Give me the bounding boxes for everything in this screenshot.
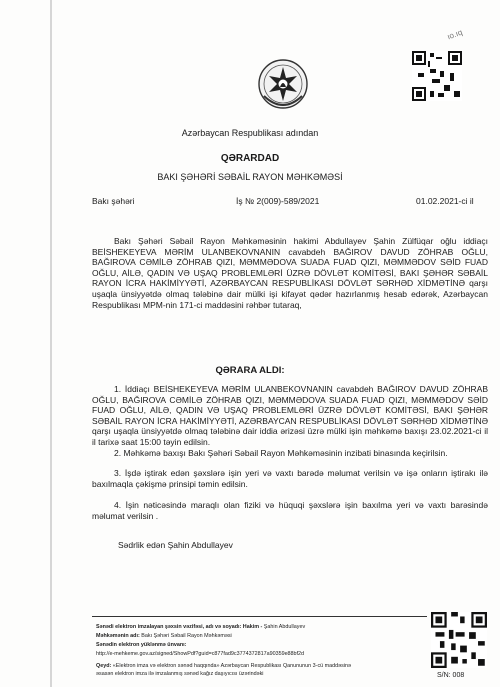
document-title: QƏRARDAD: [220, 153, 280, 164]
decision-item-1: 1. İddiaçı BEİSHEKEYEVA MƏRİM ULANBEKOVNANIN cavabdeh BAĞIROV DAVUD ZÖHRAB OĞLU, BAĞIROVA CƏMİLƏ ZÖHRAB QIZI, MƏMMƏDOVA SUADA FUAD QIZI, MƏMMƏDOV SƏİD FUAD OĞLU, AİLƏ, QADIN VƏ UŞAQ PROBLEMLƏRİ ÜZRƏ DÖVLƏT KOMİTƏSİ, BAKI ŞƏHƏR SƏBAİL RAYON İCRA HAKİMİYYƏTİ, AZƏRBAYCAN RESPUBLİKASI DÖVLƏT SƏRHƏD XİDMƏTİNƏ qarşı uşaqla ünsiyyətdə olmaq tələbinə dair iddia ərizəsi üzrə mülki işin məhkəmə baxışı 23.02.2021-ci il il tarixə saat 15:00 təyin edilsin.: [92, 384, 488, 447]
decision-date: 01.02.2021-ci il: [416, 196, 474, 206]
footer-court: Məhkəmənin adı: Bakı Şəhəri Səbail Rayon Məhkəməsi: [96, 633, 232, 639]
footer-signer: Sənədi elektron imzalayan şəxsin vəzifəsi, adı və soyadı: Hakim - Şahin Abdullayev: [96, 624, 306, 630]
city: Bakı şəhəri: [92, 196, 135, 206]
decision-heading: QƏRARA ALDI:: [215, 365, 285, 376]
decision-item-2: 2. Məhkəmə baxışı Bakı Şəhəri Səbail Rayon Məhkəməsinin inzibati binasında keçirilsin.: [114, 448, 448, 458]
qr-code-icon: [431, 612, 487, 668]
preamble-paragraph: Bakı Şəhəri Səbail Rayon Məhkəməsinin hakimi Abdullayev Şahin Zülfüqar oğlu iddiaçı BEİSHEKEYEVA MƏRİM ULANBEKOVNANIN cavabdeh BAĞIROV DAVUD ZÖHRAB OĞLU, BAĞIROVA CƏMİLƏ ZÖHRAB QIZI, MƏMMƏDOVA SUADA FUAD QIZI, MƏMMƏDOV SƏİD FUAD OĞLU, AİLƏ, QADIN VƏ UŞAQ PROBLEMLƏRİ ÜZRƏ DÖVLƏT KOMİTƏSİ, BAKI ŞƏHƏR SƏBAİL RAYON İCRA HAKİMİYYƏTİ, AZƏRBAYCAN RESPUBLİKASI DÖVLƏT SƏRHƏD XİDMƏTİNƏ qarşı uşaqla ünsiyyətdə olmaq tələbinə dair mülki işi kifayət qədər hazırlanmış hesab edərək, Azərbaycan Respublikası MPM-nin 171-ci maddəsini rəhbər tutaraq,: [92, 236, 488, 310]
page-edge: [50, 0, 52, 687]
decision-item-3: 3. İşdə iştirak edən şəxslərə işin yeri və vaxtı barədə məlumat verilsin və işə onların iştirakı ilə baxılmaqla çəkişmə prinsipi təmin edilsin.: [92, 468, 488, 489]
footer-note-cont: əsasən elektron imza ilə imzalanmış sənəd kağız daşıyıcısı üzərindəki: [96, 671, 264, 677]
serial-number: S/N: 008: [437, 672, 465, 679]
signature-line: Sədrlik edən Şahin Abdullayev: [118, 540, 233, 550]
qr-code-icon: [412, 51, 462, 101]
footer-divider: [92, 616, 427, 617]
footer-address-label: Sənədin elektron yüklənmə ünvanı:: [96, 642, 187, 648]
handwritten-note: ıo.ıq: [445, 27, 464, 42]
issuer-line: Azərbaycan Respublikası adından: [181, 128, 319, 138]
court-name: BAKI ŞƏHƏRİ SƏBAİL RAYON MƏHKƏMƏSİ: [157, 172, 343, 182]
footer-address-link[interactable]: http://e-mehkeme.gov.az/signed/ShowPdf?guid=c877fad9c3774372817a90359e88bf2d: [96, 651, 305, 657]
decision-item-4: 4. İşin nəticəsində maraqlı olan fiziki və hüquqi şəxslərə işin baxılma yeri və vaxtı barəsində məlumat verilsin .: [92, 500, 488, 521]
state-emblem-icon: [256, 54, 310, 112]
footer-note: Qeyd: «Elektron imza və elektron sənəd haqqında» Azərbaycan Respublikası Qanununun 3-cü maddəsinə: [96, 663, 352, 669]
case-number: İş № 2(009)-589/2021: [236, 196, 320, 206]
